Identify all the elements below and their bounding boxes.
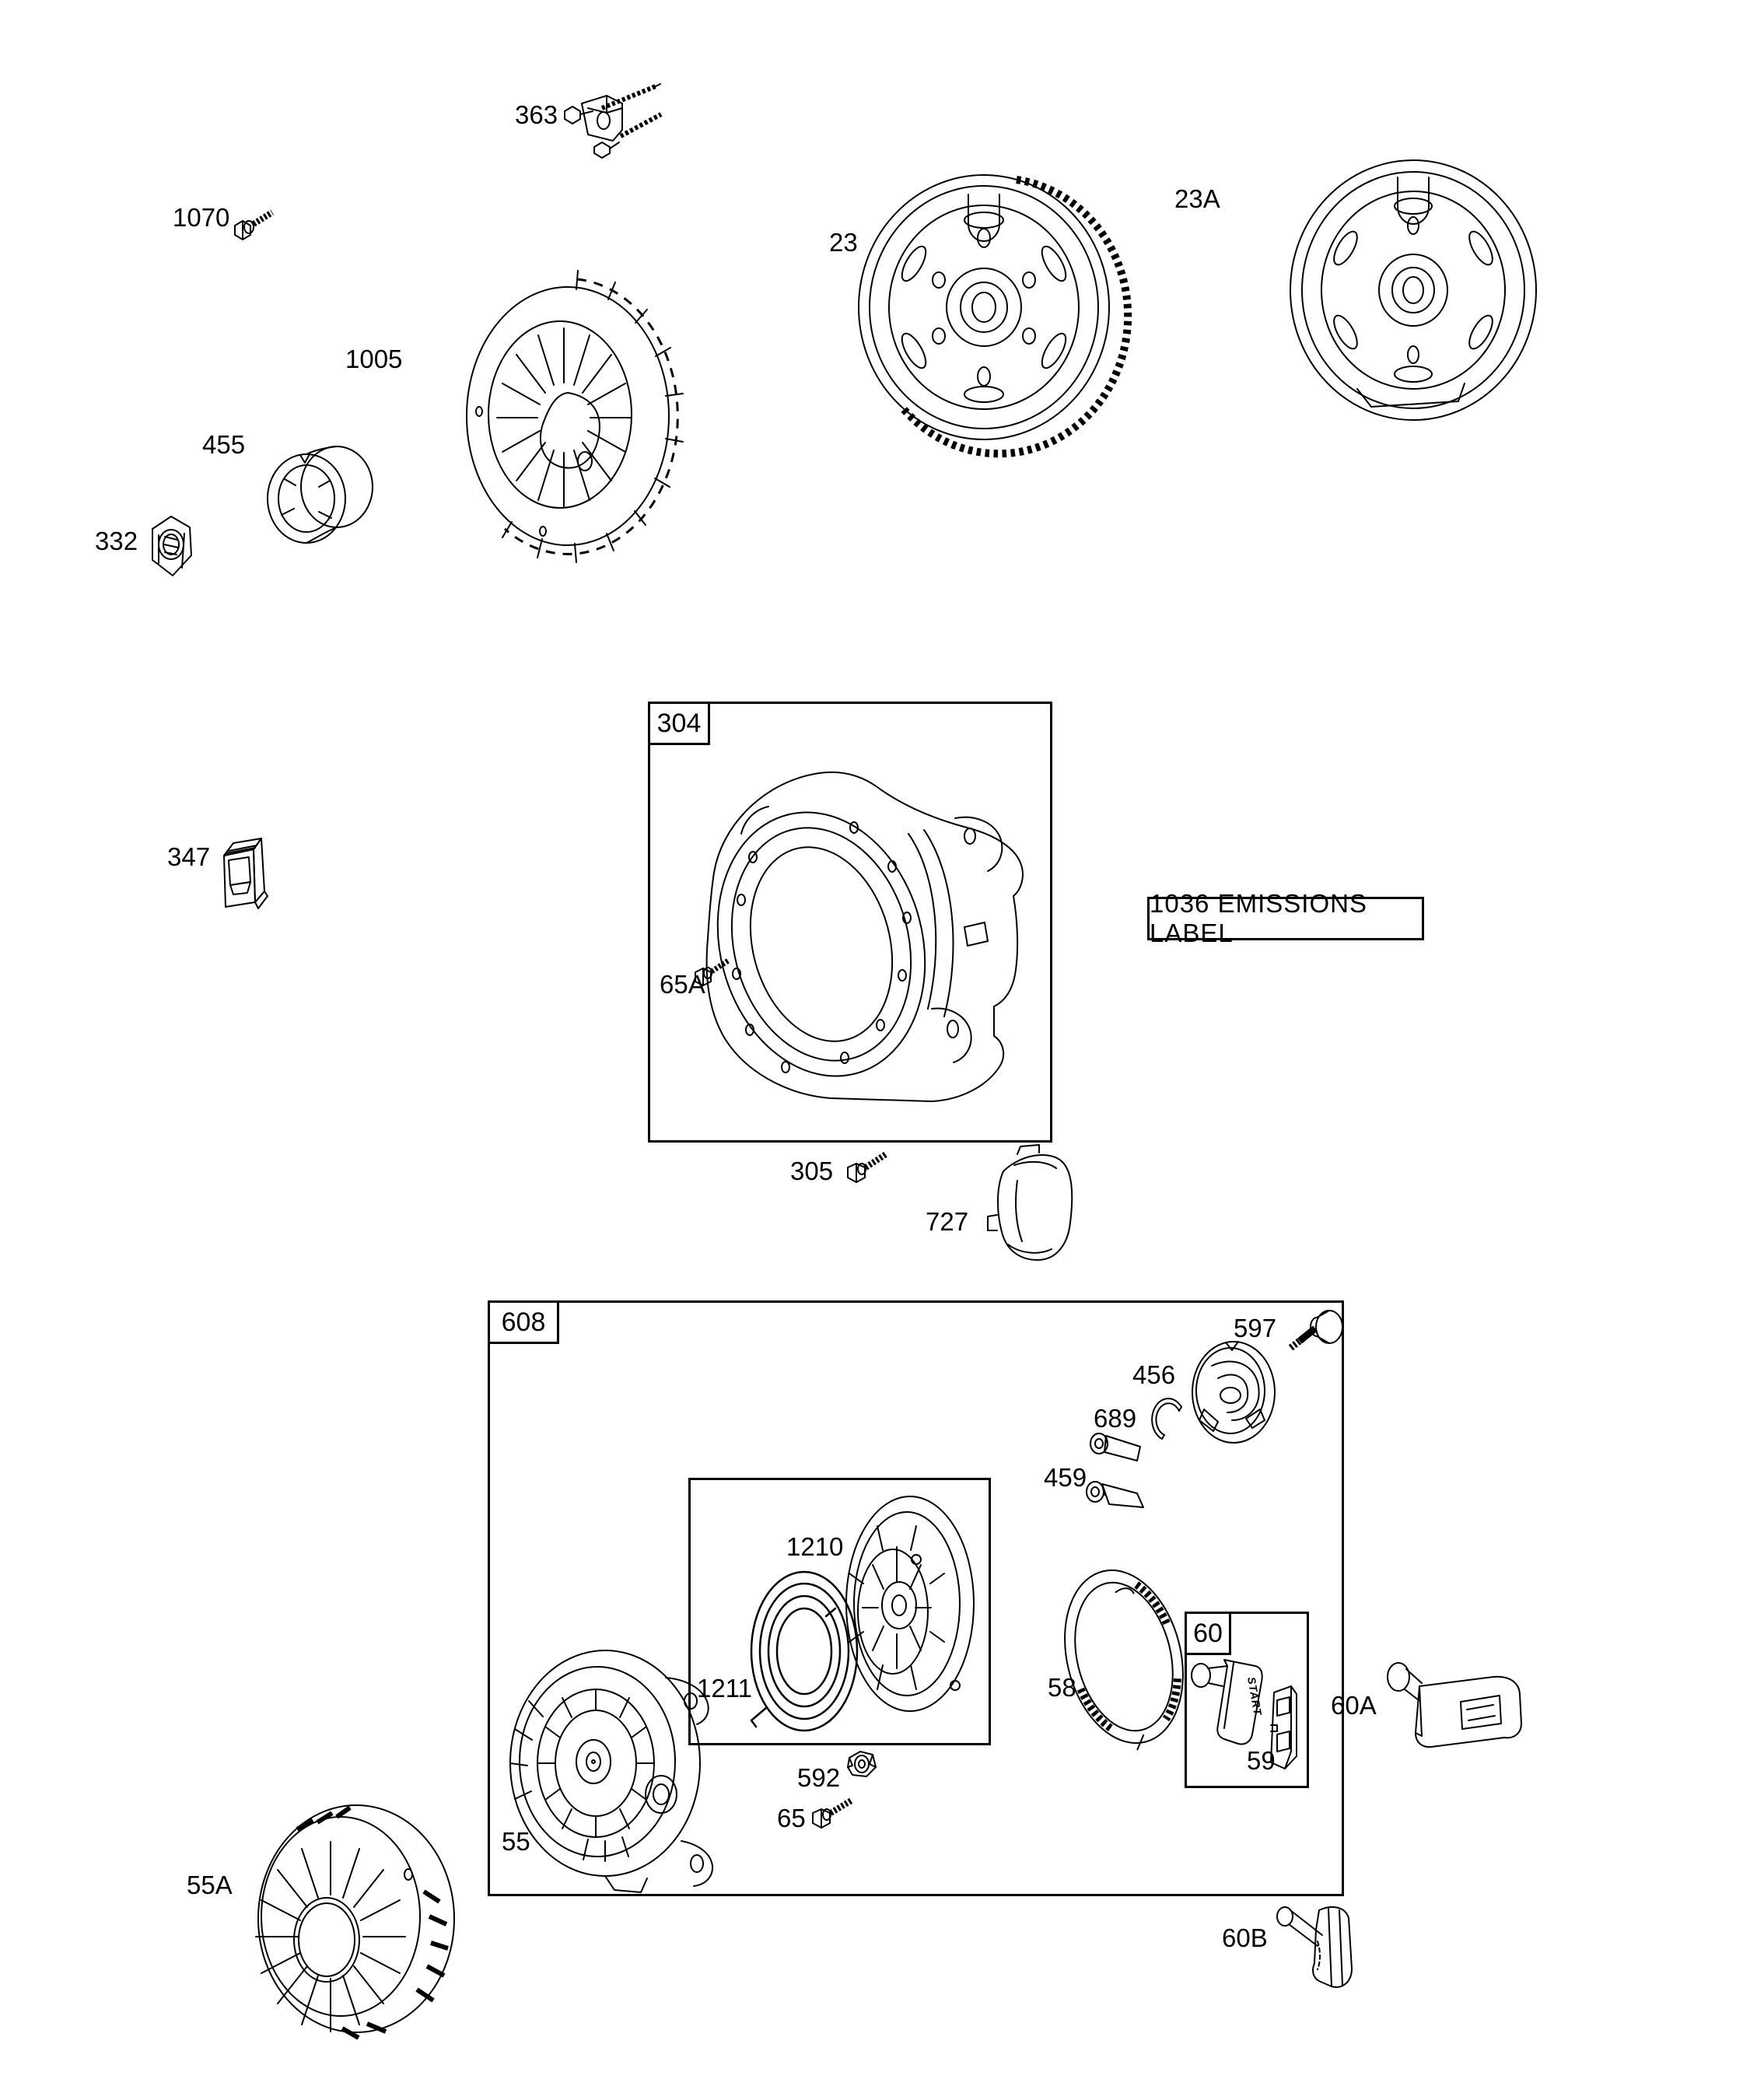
part-label-1005: 1005 xyxy=(345,345,403,373)
flywheel-drawing xyxy=(1279,154,1552,430)
starter-cup-drawing xyxy=(261,440,378,553)
starter-spring-drawing xyxy=(1054,1557,1194,1755)
part-label-689: 689 xyxy=(1094,1404,1137,1433)
part-label-305: 305 xyxy=(790,1157,834,1185)
part-label-23A: 23A xyxy=(1174,184,1220,213)
rewind-spring-drawing xyxy=(740,1562,873,1741)
part-label-456: 456 xyxy=(1132,1360,1176,1389)
group-box-608-tag: 608 xyxy=(488,1300,559,1344)
blower-housing-drawing xyxy=(667,740,1041,1131)
nut-592-drawing xyxy=(842,1747,879,1783)
emissions-label-box: 1036 EMISSIONS LABEL xyxy=(1147,897,1424,940)
part-label-58: 58 xyxy=(1048,1673,1076,1702)
bolt-1070-drawing xyxy=(230,202,278,243)
group-box-60-tag: 60 xyxy=(1185,1612,1231,1655)
part-label-23: 23 xyxy=(829,228,858,257)
flywheel-nut-drawing xyxy=(142,512,196,580)
flywheel-ring-gear-drawing xyxy=(844,163,1136,463)
part-label-65A: 65A xyxy=(660,970,705,999)
rewind-starter-drawing xyxy=(488,1645,726,1898)
part-label-59: 59 xyxy=(1247,1746,1276,1775)
part-label-60A: 60A xyxy=(1331,1691,1377,1720)
starter-handle-60A-drawing xyxy=(1377,1655,1524,1752)
screw-65-drawing xyxy=(809,1789,857,1829)
screw-597-drawing xyxy=(1279,1307,1346,1367)
starter-handle-60B-drawing xyxy=(1274,1895,1360,1996)
part-label-332: 332 xyxy=(95,527,138,555)
ratchet-pawls-drawing xyxy=(1083,1428,1172,1514)
part-label-1070: 1070 xyxy=(173,203,230,232)
stop-switch-drawing xyxy=(216,834,275,912)
starter-clutch-drawing xyxy=(1181,1335,1286,1451)
part-label-55A: 55A xyxy=(187,1871,233,1899)
part-label-455: 455 xyxy=(202,430,246,459)
part-label-1211: 1211 xyxy=(697,1674,752,1703)
part-label-459: 459 xyxy=(1044,1463,1087,1492)
starter-screen-drawing xyxy=(249,1798,474,2043)
part-label-592: 592 xyxy=(797,1763,841,1792)
flywheel-fan-drawing xyxy=(451,268,708,576)
group-box-304-tag: 304 xyxy=(648,702,710,745)
part-label-347: 347 xyxy=(167,842,211,871)
part-label-727: 727 xyxy=(926,1207,969,1236)
part-label-1210: 1210 xyxy=(786,1532,844,1561)
part-label-55: 55 xyxy=(502,1827,530,1856)
start-text: START xyxy=(1245,1675,1265,1717)
screw-305-drawing xyxy=(844,1142,891,1185)
part-label-363: 363 xyxy=(515,100,558,129)
part-label-60B: 60B xyxy=(1222,1923,1268,1952)
ignition-clamp-drawing xyxy=(558,74,663,161)
handle-insert-drawing xyxy=(1260,1682,1303,1779)
air-guide-cover-drawing xyxy=(974,1143,1075,1268)
part-label-597: 597 xyxy=(1234,1314,1277,1342)
screw-65A-drawing xyxy=(692,947,735,986)
part-label-65: 65 xyxy=(777,1804,806,1832)
